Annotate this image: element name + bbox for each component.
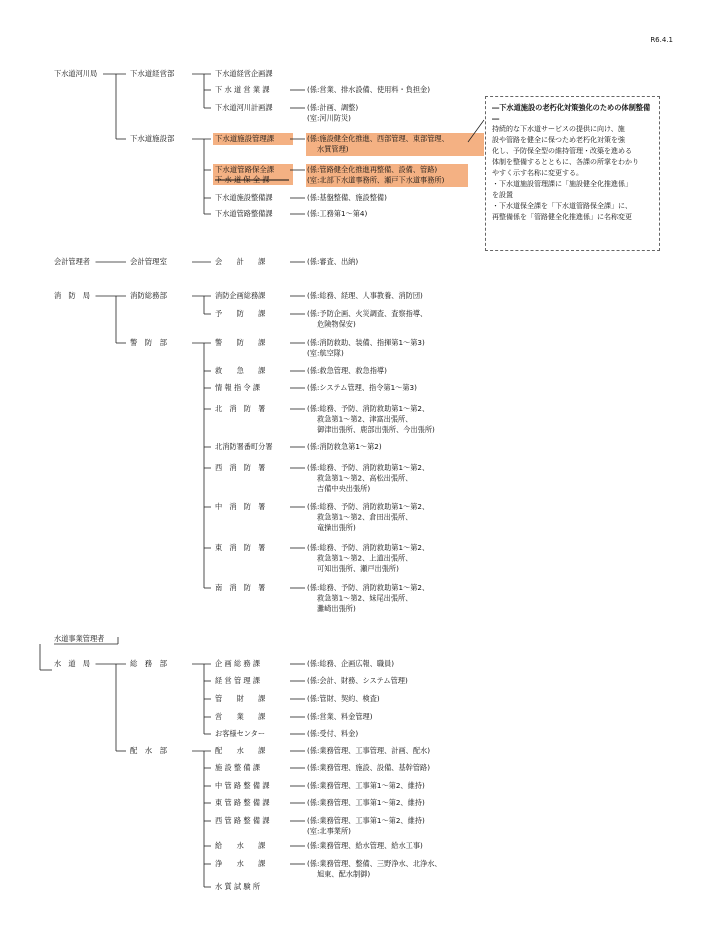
- section-name: 下水道河川計画課: [215, 103, 273, 112]
- department-name: 消防総務部: [130, 291, 167, 300]
- bureau-name: 会計管理者: [54, 257, 90, 266]
- section-name: 会 計 課: [215, 257, 266, 266]
- bureau-manager: 水道事業管理者: [54, 634, 105, 643]
- section-duties: 御津出張所、鹿部出張所、今出張所): [317, 425, 435, 434]
- section-duties: 旭東、配水制御): [317, 869, 371, 879]
- department-name: 配 水 部: [130, 746, 167, 755]
- section-name: 中 管 路 整 備 課: [215, 781, 270, 790]
- section-duties: (係:工務第1～第4): [307, 209, 368, 218]
- section-duties: (係:総務、経理、人事教養、消防団): [307, 291, 423, 300]
- section-duties: (係:計画、調整): [307, 103, 359, 112]
- section-name: 営 業 課: [215, 712, 266, 721]
- section-duties: (係:審査、出納): [307, 257, 359, 266]
- section-duties: (係:総務、予防、消防救助第1～第2、: [307, 404, 430, 413]
- section-name: 下 水 道 営 業 課: [215, 85, 270, 94]
- section-name: 中 消 防 署: [215, 502, 266, 511]
- section-duties: (係:業務管理、整備、三野浄水、北浄水、: [307, 859, 442, 868]
- section-name: 救 急 課: [215, 366, 266, 375]
- note-title: ―下水道施設の老朽化対策強化のための体制整備―: [492, 103, 651, 123]
- section-duties: (係:営業、料金管理): [307, 712, 373, 721]
- section-duties: (係:総務、予防、消防救助第1～第2、: [307, 502, 430, 511]
- bureau-name: 消 防 局: [54, 291, 90, 300]
- section-duties: (係:基盤整備、施設整備): [307, 193, 387, 202]
- section-name: 情 報 指 令 課: [215, 383, 261, 392]
- note-line: 設や管路を健全に保つため老朽化対策を強: [492, 136, 625, 144]
- section-duties: 救急第1～第2、妹尾出張所、: [317, 593, 413, 603]
- section-duties: (係:営業、排水設備、使用料・負担金): [307, 85, 431, 94]
- section-duties: (室:航空隊): [307, 348, 344, 358]
- section-duties: (係:管財、契約、検査): [307, 694, 380, 703]
- section-name: 配 水 課: [215, 746, 266, 755]
- note-line: を設置: [492, 191, 513, 199]
- section-name: 下水道施設管理課: [215, 134, 275, 143]
- section-name: お客様センター: [215, 729, 266, 738]
- section-name: 西 消 防 署: [215, 463, 266, 472]
- section-name: 経 営 管 理 課: [215, 676, 261, 685]
- bureau-name: 水 道 局: [54, 659, 90, 668]
- section-name: 消防企画総務課: [215, 291, 266, 300]
- section-duties: (係:業務管理、施設、設備、基幹管路): [307, 763, 431, 772]
- note-line: ・下水道保全課を「下水道管路保全課」に、: [492, 202, 632, 210]
- section-duties: 救急第1～第2、高松出張所、: [317, 473, 413, 483]
- section-duties: (係:消防救急第1～第2): [307, 442, 382, 451]
- section-name: 下水道管路整備課: [215, 209, 273, 218]
- note-line: 再整備係を「管路健全化推進係」に名称変更: [492, 213, 632, 221]
- section-name: 下水道施設整備課: [215, 193, 273, 202]
- section-name: 東 消 防 署: [215, 543, 266, 552]
- section-duties: 吉備中央出張所): [317, 484, 371, 493]
- section-duties: (係:業務管理、工事第1～第2、維持): [307, 798, 425, 807]
- department-name: 総 務 部: [130, 659, 167, 668]
- section-duties: 救急第1～第2、上道出張所、: [317, 553, 413, 563]
- section-duties: (係:総務、予防、消防救助第1～第2、: [307, 583, 430, 592]
- section-duties: (係:受付、料金): [307, 729, 359, 738]
- note-line: やすく示す名称に変更する。: [492, 169, 583, 177]
- section-duties: 灘崎出張所): [317, 604, 356, 613]
- department-name: 下水道経営部: [130, 69, 175, 78]
- department-name: 下水道施設部: [130, 134, 175, 143]
- section-duties: 水質管理): [317, 144, 349, 154]
- section-name: 警 防 課: [215, 338, 266, 347]
- section-duties: (係:総務、予防、消防救助第1～第2、: [307, 463, 430, 472]
- section-name: 水 質 試 験 所: [215, 882, 261, 891]
- department-name: 会計管理室: [130, 257, 167, 266]
- section-duties: (係:総務、企画広報、職員): [307, 659, 395, 668]
- section-duties: (係:業務管理、給水管理、給水工事): [307, 841, 423, 850]
- section-name: 北 消 防 署: [215, 404, 266, 413]
- section-name: 給 水 課: [215, 841, 266, 850]
- section-duties: 可知出張所、瀬戸出張所): [317, 564, 399, 573]
- section-name: 施 設 整 備 課: [215, 763, 261, 772]
- section-duties: (係:予防企画、火災調査、査察指導、: [307, 309, 428, 318]
- note-line: 体制を整備するとともに、各課の所掌をわかり: [492, 158, 639, 166]
- section-duties: (室:河川防災): [307, 113, 351, 123]
- bureau-name: 下水道河川局: [54, 69, 98, 78]
- section-duties: (係:業務管理、工事管理、計画、配水): [307, 746, 431, 755]
- section-name: 下水道管路保全課: [215, 165, 275, 174]
- department-name: 警 防 部: [130, 338, 167, 347]
- section-duties: (係:業務管理、工事第1～第2、維持): [307, 781, 425, 790]
- section-duties: (係:会計、財務、システム管理): [307, 676, 408, 685]
- section-duties: 救急第1～第2、津富出張所、: [317, 414, 413, 424]
- section-name: 管 財 課: [215, 694, 266, 703]
- section-duties: (係:消防救助、装備、指揮第1～第3): [307, 338, 425, 347]
- note-line: 化し、予防保全型の維持管理・改築を進める: [492, 147, 632, 155]
- section-name: 北消防署番町分署: [215, 442, 273, 451]
- section-duties: 救急第1～第2、倉田出張所、: [317, 512, 413, 522]
- section-duties: (係:施設健全化推進、西部管理、東部管理、: [307, 134, 449, 143]
- section-duties: (室:北部下水道事務所、瀬戸下水道事務所): [307, 175, 445, 185]
- section-name: 企 画 総 務 課: [215, 659, 261, 668]
- section-duties: (係:救急管理、救急指導): [307, 366, 387, 375]
- note-line: ・下水道施設管理課に「施設健全化推進係」: [492, 180, 632, 188]
- section-duties: (係:管路健全化推進再整備、設備、管路): [307, 165, 438, 174]
- note-line: 持続的な下水道サービスの提供に向け、施: [492, 125, 625, 133]
- section-duties: (係:システム管理、指令第1～第3): [307, 383, 417, 392]
- section-old-name: 下 水 道 保 全 課: [215, 175, 270, 184]
- section-duties: 竜操出張所): [317, 523, 356, 532]
- revision-date: R6.4.1: [650, 36, 673, 44]
- section-duties: (係:総務、予防、消防救助第1～第2、: [307, 543, 430, 552]
- section-duties: 危険物保安): [317, 319, 356, 329]
- section-duties: (係:業務管理、工事第1～第2、維持): [307, 816, 425, 825]
- section-name: 予 防 課: [215, 309, 266, 318]
- section-duties: (室:北事業所): [307, 826, 351, 836]
- section-name: 西 管 路 整 備 課: [215, 816, 270, 825]
- section-name: 東 管 路 整 備 課: [215, 798, 270, 807]
- section-name: 下水道経営企画課: [215, 69, 273, 78]
- section-name: 浄 水 課: [215, 859, 266, 868]
- section-name: 南 消 防 署: [215, 583, 266, 592]
- reorganization-note: [485, 96, 660, 251]
